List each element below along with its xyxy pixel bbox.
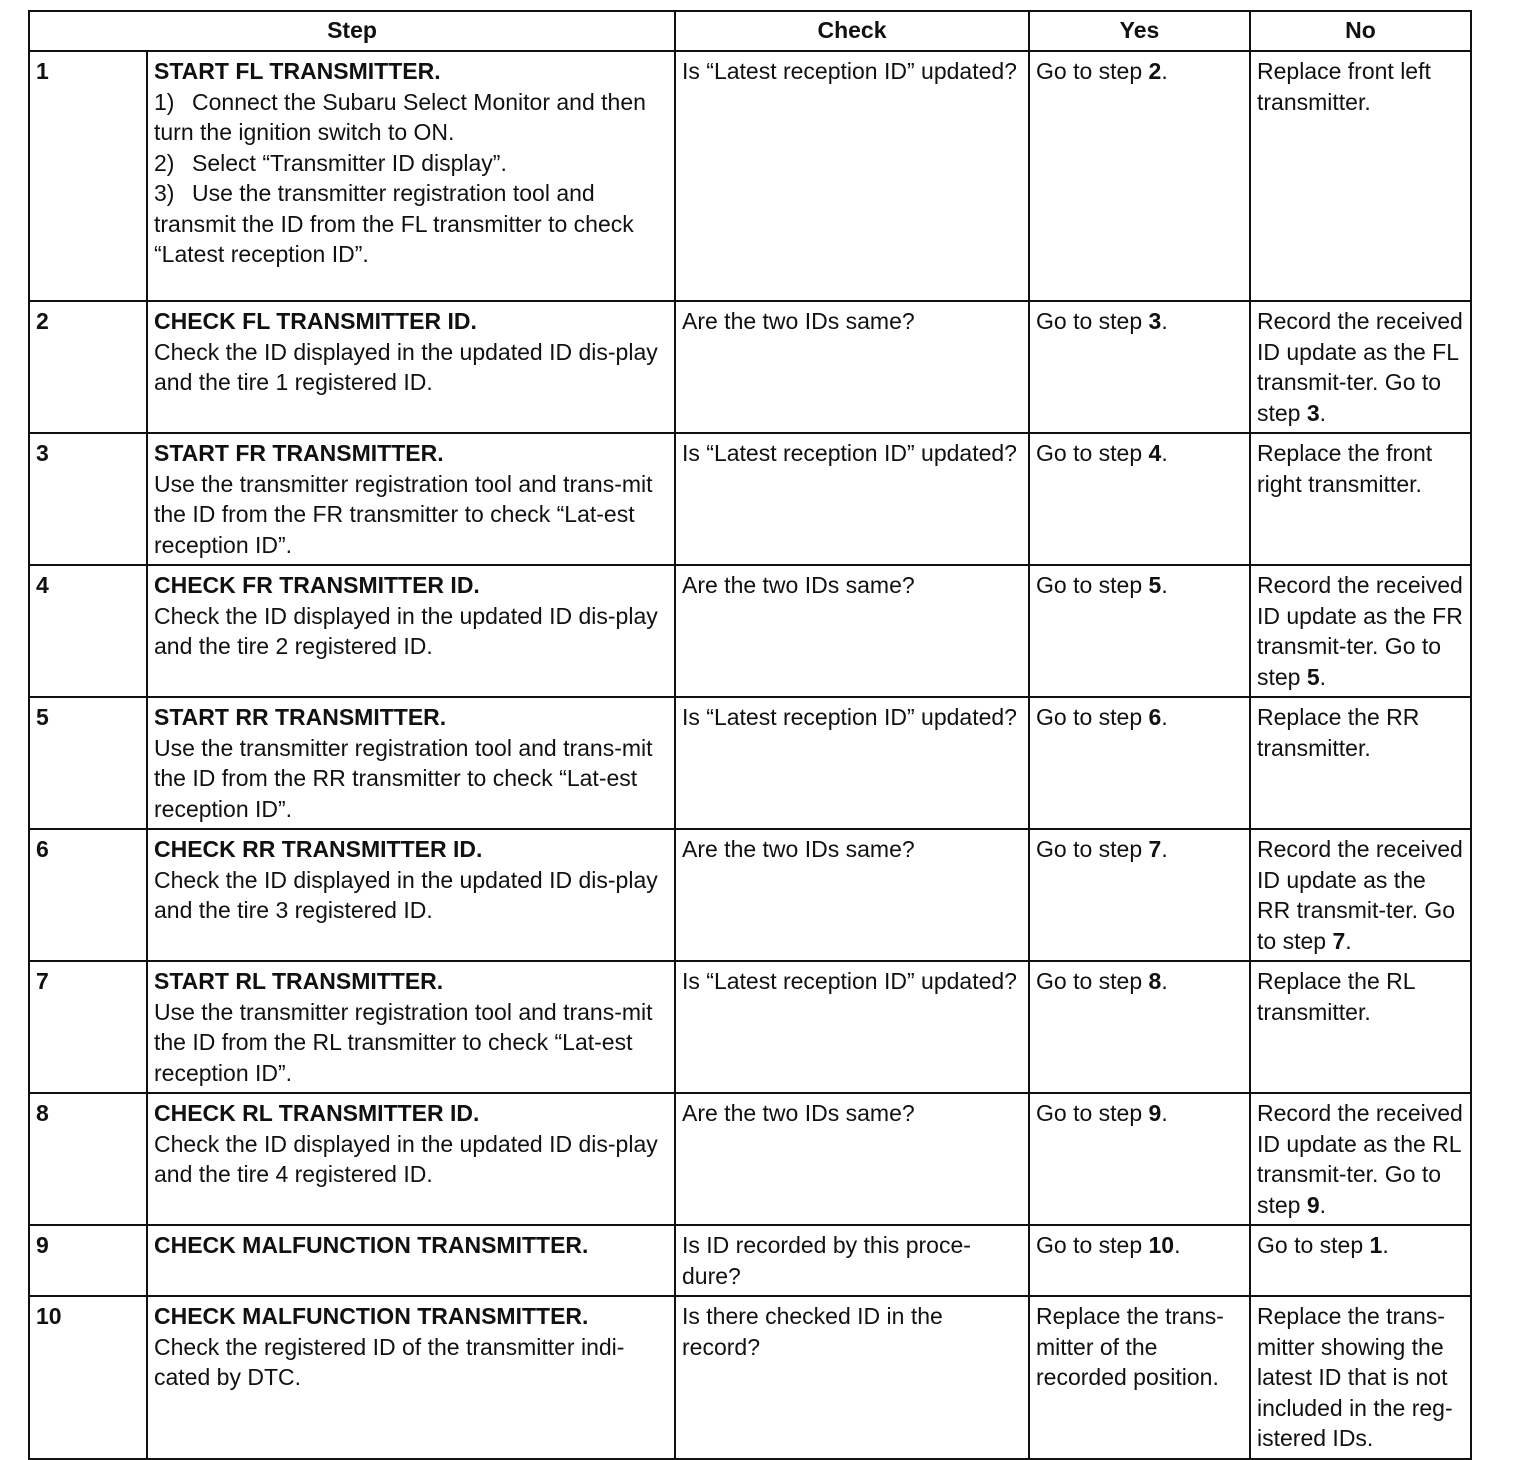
check-cell: Is there checked ID in the record? — [675, 1296, 1029, 1459]
step-title: CHECK RL TRANSMITTER ID. — [154, 1100, 480, 1126]
step-title: START FR TRANSMITTER. — [154, 440, 444, 466]
table-row — [29, 1225, 1471, 1296]
no-cell: Record the received ID update as the RL transmit-ter. Go to step 9. — [1250, 1093, 1471, 1225]
step-number: 6 — [29, 829, 147, 961]
step-cell — [147, 829, 675, 961]
step-number: 9 — [29, 1225, 147, 1296]
header-step: Step — [29, 11, 675, 51]
yes-cell: Go to step 5. — [1029, 565, 1250, 697]
step-title: START FL TRANSMITTER. — [154, 58, 441, 84]
check-cell: Is “Latest reception ID” updated? — [675, 697, 1029, 829]
step-title: START RL TRANSMITTER. — [154, 968, 444, 994]
check-cell: Are the two IDs same? — [675, 829, 1029, 961]
check-cell: Are the two IDs same? — [675, 565, 1029, 697]
step-cell — [147, 51, 675, 301]
yes-cell: Go to step 10. — [1029, 1225, 1250, 1296]
diagnostic-procedure-table — [28, 10, 1472, 1460]
step-description: Check the ID displayed in the updated ID dis-play and the tire 1 registered ID. — [154, 338, 658, 395]
header-no: No — [1250, 11, 1471, 51]
sub-step: 2) Select “Transmitter ID display”. — [154, 149, 507, 176]
step-cell — [147, 301, 675, 433]
step-number: 5 — [29, 697, 147, 829]
check-cell: Are the two IDs same? — [675, 1093, 1029, 1225]
no-cell: Replace the trans-mitter showing the latest ID that is not included in the reg-istered IDs. — [1250, 1296, 1471, 1459]
step-number: 3 — [29, 433, 147, 565]
step-cell — [147, 433, 675, 565]
yes-cell: Go to step 4. — [1029, 433, 1250, 565]
yes-cell: Replace the trans-mitter of the recorded position. — [1029, 1296, 1250, 1459]
check-cell: Is “Latest reception ID” updated? — [675, 433, 1029, 565]
step-title: CHECK FR TRANSMITTER ID. — [154, 572, 480, 598]
table-row — [29, 1093, 1471, 1225]
yes-cell: Go to step 6. — [1029, 697, 1250, 829]
table-row — [29, 565, 1471, 697]
no-cell: Record the received ID update as the FL transmit-ter. Go to step 3. — [1250, 301, 1471, 433]
step-description: Use the transmitter registration tool and trans-mit the ID from the FR transmitter to check “Lat-est reception ID”. — [154, 470, 653, 558]
step-title: CHECK RR TRANSMITTER ID. — [154, 836, 483, 862]
step-number: 2 — [29, 301, 147, 433]
no-cell: Go to step 1. — [1250, 1225, 1471, 1296]
table-header-row — [29, 11, 1471, 51]
check-cell: Are the two IDs same? — [675, 301, 1029, 433]
step-number: 10 — [29, 1296, 147, 1459]
step-cell — [147, 1093, 675, 1225]
table-row — [29, 433, 1471, 565]
step-number: 4 — [29, 565, 147, 697]
step-cell — [147, 961, 675, 1093]
yes-cell: Go to step 3. — [1029, 301, 1250, 433]
step-number: 8 — [29, 1093, 147, 1225]
yes-cell: Go to step 2. — [1029, 51, 1250, 301]
step-title: CHECK FL TRANSMITTER ID. — [154, 308, 477, 334]
table-row — [29, 301, 1471, 433]
yes-cell: Go to step 9. — [1029, 1093, 1250, 1225]
step-description: Check the ID displayed in the updated ID dis-play and the tire 3 registered ID. — [154, 866, 658, 923]
step-description: Use the transmitter registration tool and trans-mit the ID from the RL transmitter to check “Lat-est reception ID”. — [154, 998, 653, 1086]
table-row — [29, 697, 1471, 829]
yes-cell: Go to step 7. — [1029, 829, 1250, 961]
step-cell — [147, 1225, 675, 1296]
step-title: CHECK MALFUNCTION TRANSMITTER. — [154, 1232, 589, 1258]
table-row — [29, 51, 1471, 301]
step-description: Use the transmitter registration tool and trans-mit the ID from the RR transmitter to check “Lat-est reception ID”. — [154, 734, 653, 822]
table-row — [29, 961, 1471, 1093]
header-yes: Yes — [1029, 11, 1250, 51]
no-cell: Replace front left transmitter. — [1250, 51, 1471, 301]
step-number: 1 — [29, 51, 147, 301]
table-row — [29, 1296, 1471, 1459]
sub-step: 3) Use the transmitter registration tool and transmit the ID from the FL transmitter to check “Latest reception ID”. — [154, 180, 634, 267]
step-cell — [147, 697, 675, 829]
no-cell: Replace the front right transmitter. — [1250, 433, 1471, 565]
check-cell: Is “Latest reception ID” updated? — [675, 51, 1029, 301]
sub-step: 1) Connect the Subaru Select Monitor and then turn the ignition switch to ON. — [154, 88, 646, 145]
table-row — [29, 829, 1471, 961]
no-cell: Record the received ID update as the RR transmit-ter. Go to step 7. — [1250, 829, 1471, 961]
step-description: Check the registered ID of the transmitter indi-cated by DTC. — [154, 1333, 625, 1390]
header-check: Check — [675, 11, 1029, 51]
no-cell: Record the received ID update as the FR transmit-ter. Go to step 5. — [1250, 565, 1471, 697]
step-title: CHECK MALFUNCTION TRANSMITTER. — [154, 1303, 589, 1329]
step-title: START RR TRANSMITTER. — [154, 704, 447, 730]
step-cell — [147, 1296, 675, 1459]
step-cell — [147, 565, 675, 697]
step-description: Check the ID displayed in the updated ID dis-play and the tire 4 registered ID. — [154, 1130, 658, 1187]
no-cell: Replace the RR transmitter. — [1250, 697, 1471, 829]
step-description: Check the ID displayed in the updated ID dis-play and the tire 2 registered ID. — [154, 602, 658, 659]
check-cell: Is ID recorded by this proce-dure? — [675, 1225, 1029, 1296]
yes-cell: Go to step 8. — [1029, 961, 1250, 1093]
check-cell: Is “Latest reception ID” updated? — [675, 961, 1029, 1093]
no-cell: Replace the RL transmitter. — [1250, 961, 1471, 1093]
step-number: 7 — [29, 961, 147, 1093]
